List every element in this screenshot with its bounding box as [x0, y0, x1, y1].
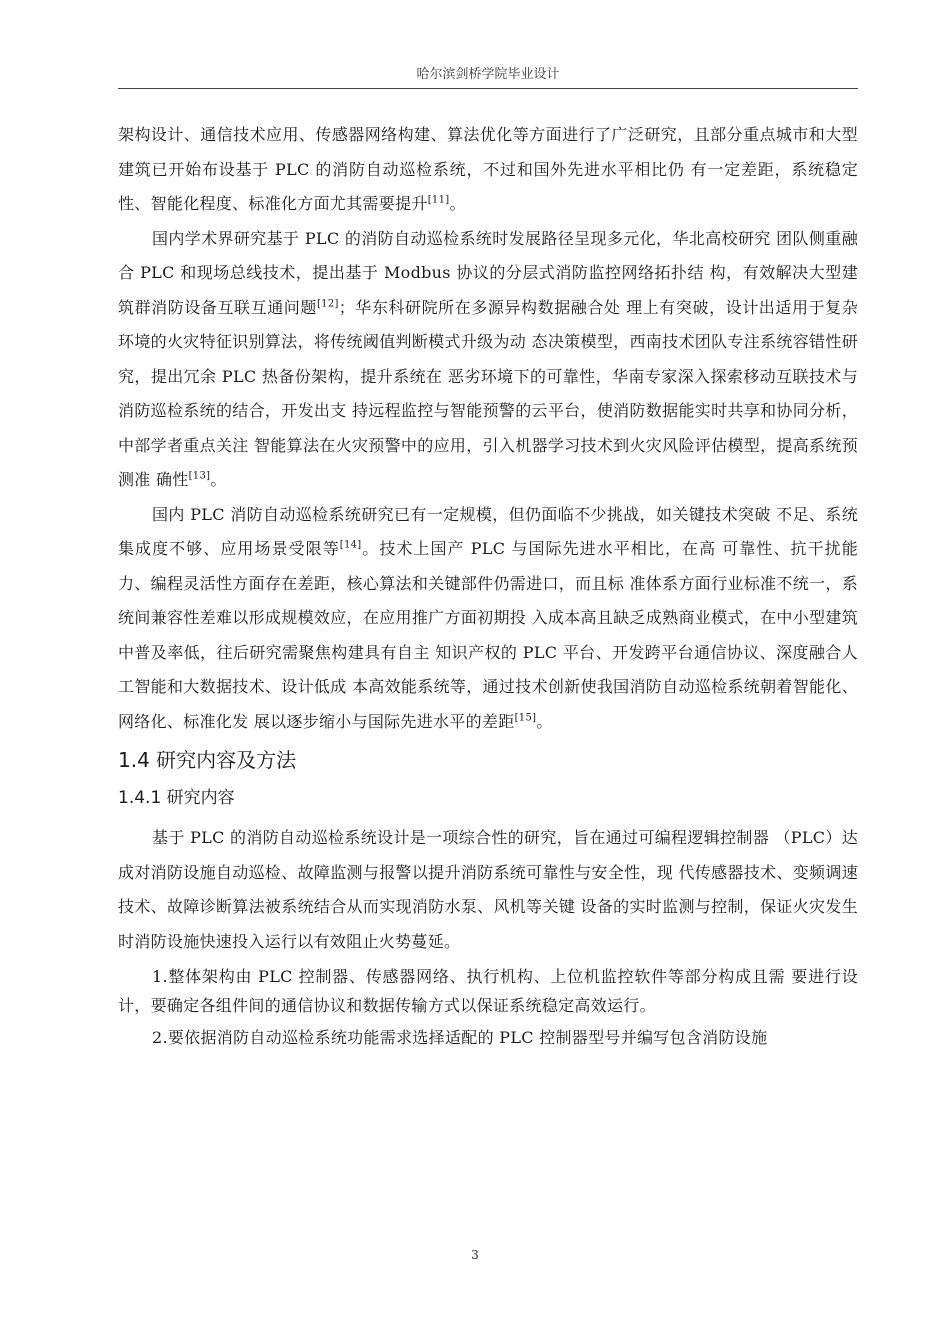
section-heading: 1.4 研究内容及方法: [118, 748, 297, 772]
paragraph-4: 基于 PLC 的消防自动巡检系统设计是一项综合性的研究，旨在通过可编程逻辑控制器 （PLC）达成对消防设施自动巡检、故障监测与报警以提升消防系统可靠性与安全性，现 代传感器技术、变频调速技术、故障诊断算法被系统结合从而实现消防水泵、风机等关键 设备的实时监测与控制，保证火灾发生时消防设施快速投入运行以有效阻止火势蔓延。: [118, 828, 858, 951]
header-rule: [118, 88, 858, 89]
paragraph-2: [118, 222, 858, 498]
page-header-title: 哈尔滨剑桥学院毕业设计: [416, 67, 560, 82]
paragraph-1: [118, 118, 858, 222]
paragraph-3-text-1: 国内 PLC 消防自动巡检系统研究已有一定规模，但仍面临不少挑战，如关键技术突破 不足、系统集成度不够、应用场景受限等: [118, 504, 858, 558]
paragraph-3-text-2: 。技术上国产 PLC 与国际先进水平相比，在高 可靠性、抗干扰能力、编程灵活性方面存在差距，核心算法和关键部件仍需进口，而且标 准体系方面行业标准不统一，系统间兼容性差难以形成规模效应，在应用推广方面初期投 入成本高且缺乏成熟商业模式，在中小型建筑中普及率低，往后研究需聚焦构建具有自主 知识产权的 PLC 平台、开发跨平台通信协议、深度融合人工智能和大数据技术、设计低成 本高效能系统等，通过技术创新使我国消防自动巡检系统朝着智能化、网络化、标准化发 展以逐步缩小与国际先进水平的差距: [118, 539, 858, 731]
paragraph-2-text-1: 国内学术界研究基于 PLC 的消防自动巡检系统时发展路径呈现多元化，华北高校研究 团队侧重融合 PLC 和现场总线技术，提出基于 Modbus 协议的分层式消防监控网络拓扑结 构，有效解决大型建筑群消防设备互联互通问题: [118, 228, 858, 317]
citation-15: [15]: [514, 712, 537, 724]
citation-14: [14]: [339, 539, 362, 551]
citation-11: [11]: [427, 194, 450, 206]
citation-12: [12]: [316, 298, 339, 310]
paragraph-3-tail: 。: [536, 711, 553, 731]
page-number: 3: [471, 1248, 479, 1262]
paragraph-1-tail: 。: [449, 194, 466, 213]
paragraph-6: 2.要依据消防自动巡检系统功能需求选择适配的 PLC 控制器型号并编写包含消防设施: [152, 1028, 768, 1047]
paragraph-2-tail: 。: [210, 470, 227, 489]
paragraph-3: [118, 498, 858, 740]
page-body: [118, 118, 858, 1052]
paragraph-2-text-2: ；华东科研院所在多源异构数据融合处 理上有突破，设计出适用于复杂环境的火灾特征识别算法，将传统阈值判断模式升级为动 态决策模型，西南技术团队专注系统容错性研究，提出冗余 PLC 热备份架构，提升系统在 恶劣环境下的可靠性，华南专家深入探索移动互联技术与消防巡检系统的结合，开发出支 持远程监控与智能预警的云平台，使消防数据能实时共享和协同分析，中部学者重点关注 智能算法在火灾预警中的应用，引入机器学习技术到火灾风险评估模型，提高系统预测准 确性: [118, 297, 859, 489]
paragraph-5: 1.整体架构由 PLC 控制器、传感器网络、执行机构、上位机监控软件等部分构成且需 要进行设计，要确定各组件间的通信协议和数据传输方式以保证系统稳定高效运行。: [118, 967, 858, 1015]
subsection-heading: 1.4.1 研究内容: [118, 788, 235, 808]
citation-13: [13]: [188, 470, 211, 482]
paragraph-1-text: 架构设计、通信技术应用、传感器网络构建、算法优化等方面进行了广泛研究，且部分重点城市和大型建筑已开始布设基于 PLC 的消防自动巡检系统，不过和国外先进水平相比仍 有一定差距，系统稳定性、智能化程度、标准化方面尤其需要提升: [118, 125, 858, 213]
